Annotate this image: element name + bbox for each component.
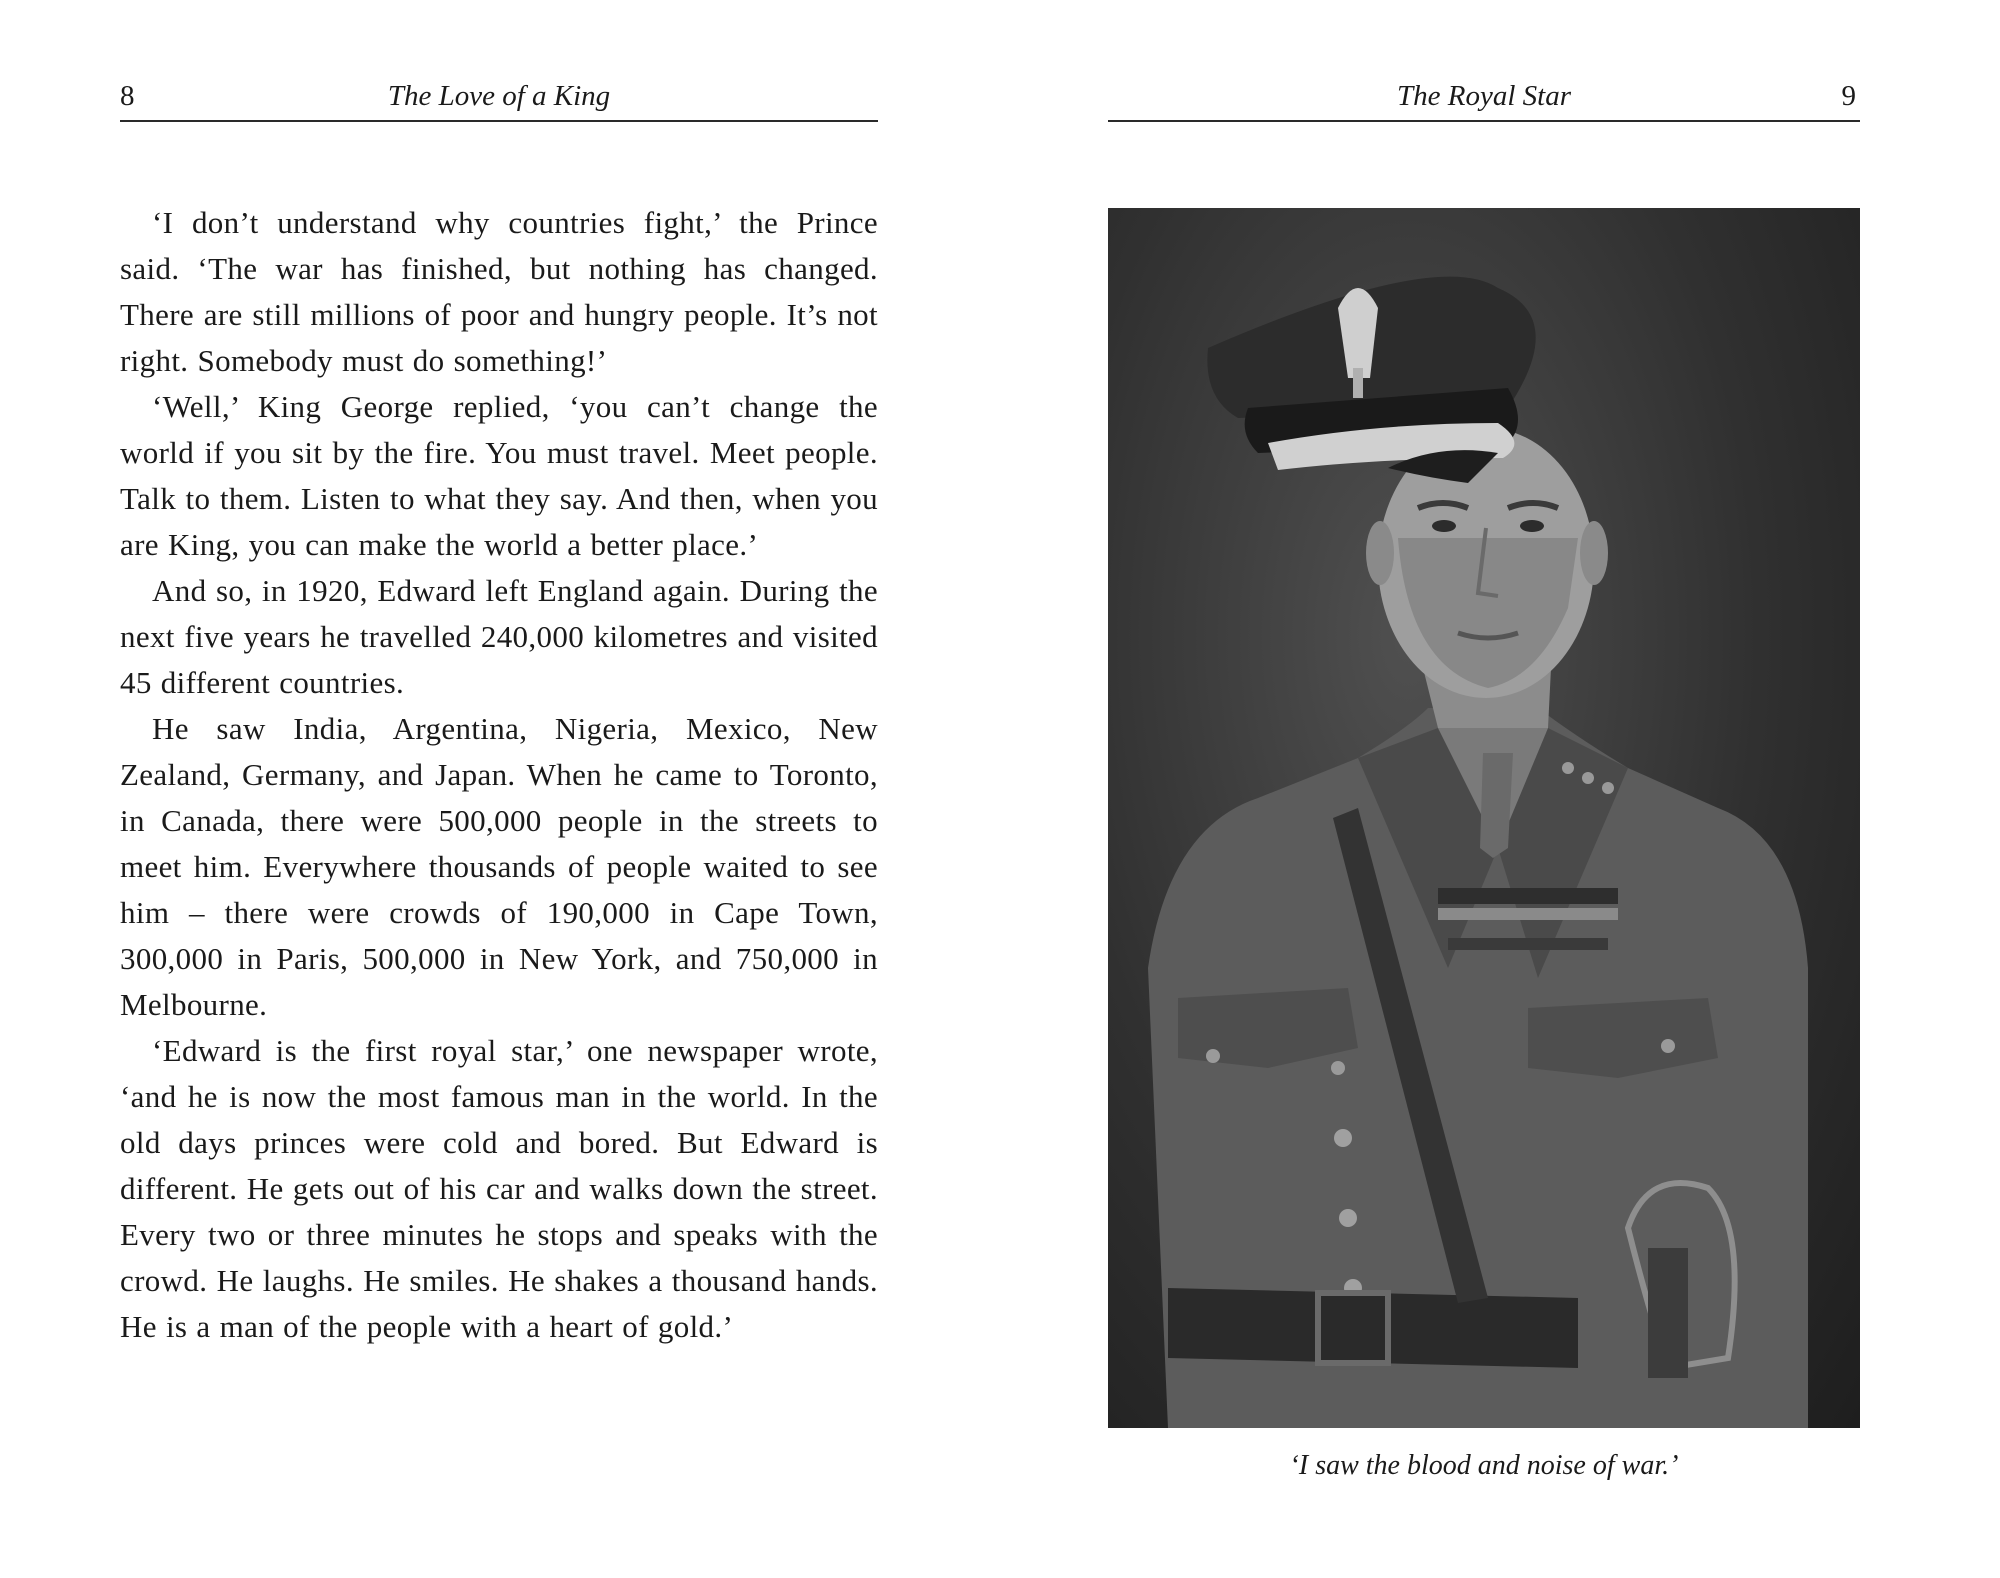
left-page [120, 0, 878, 1578]
photo-caption: ‘I saw the blood and noise of war.’ [1289, 1450, 1679, 1481]
page-number: 8 [120, 80, 135, 112]
portrait-photo [1108, 208, 1860, 1428]
paragraph: ‘I don’t understand why countries fight,’ the Prince said. ‘The war has finished, but nothing has changed. There are still millions of poor and hungry people. It’s not right. Somebody must do something!’ [120, 205, 878, 378]
right-page [1108, 0, 1860, 1578]
page-number: 9 [1841, 80, 1856, 112]
running-head-title: The Love of a King [387, 80, 611, 112]
running-head-right [1108, 74, 1860, 122]
paragraph: He saw India, Argentina, Nigeria, Mexico, New Zealand, Germany, and Japan. When he came to Toronto, in Canada, there were 500,000 people in the streets to meet him. Everywhere thousands of people waited to see him – there were crowds of 190,000 in Cape Town, 300,000 in Paris, 500,000 in New York, and 750,000 in Melbourne. [120, 711, 878, 1022]
paragraph: ‘Well,’ King George replied, ‘you can’t change the world if you sit by the fire. You must travel. Meet people. Talk to them. Listen to what they say. And then, when you are King, you can make the world a better place.’ [120, 389, 878, 562]
paragraph: And so, in 1920, Edward left England again. During the next five years he travelled 240,000 kilometres and visited 45 different countries. [120, 573, 878, 700]
running-head-title: The Royal Star [1397, 80, 1571, 112]
paragraph: ‘Edward is the first royal star,’ one newspaper wrote, ‘and he is now the most famous man in the world. In the old days princes were cold and bored. But Edward is different. He gets out of his car and walks down the street. Every two or three minutes he stops and speaks with the crowd. He laughs. He smiles. He shakes a thousand hands. He is a man of the people with a heart of gold.’ [120, 1033, 878, 1344]
body-text [120, 200, 878, 1350]
running-head-left [120, 74, 878, 122]
